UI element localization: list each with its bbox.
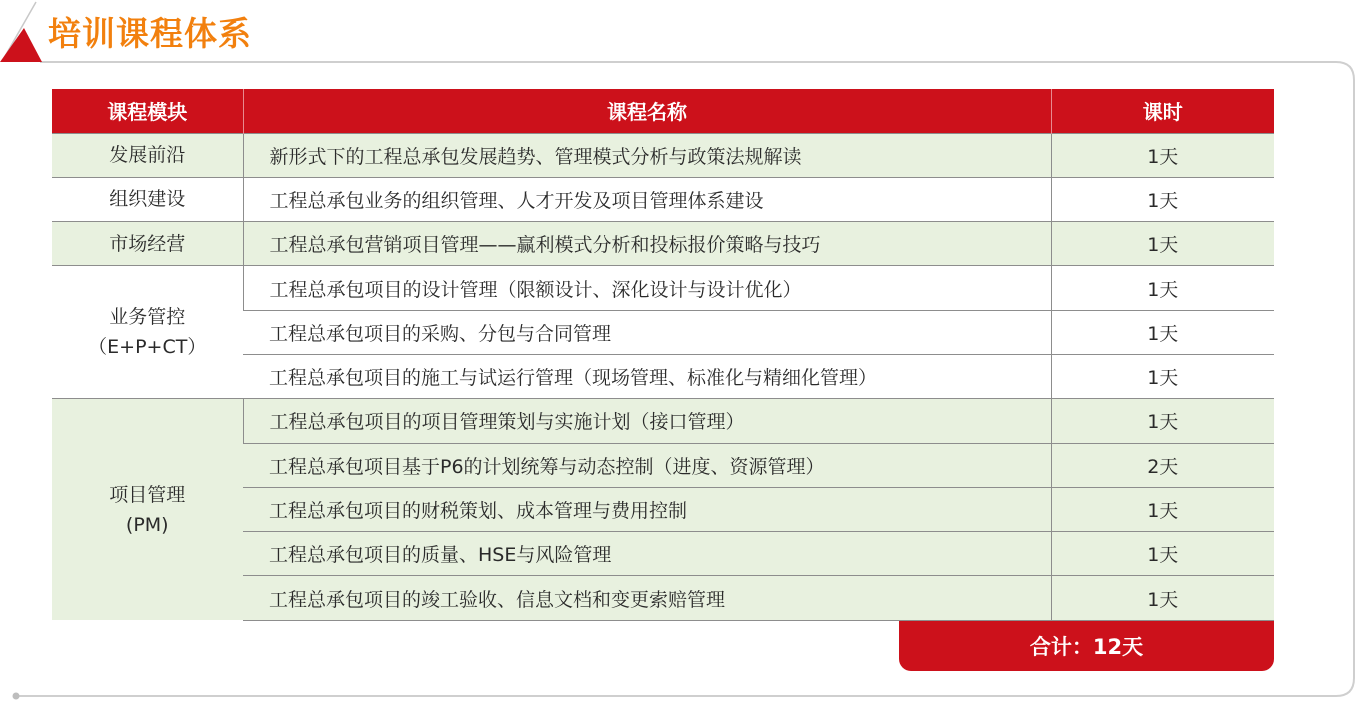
- total-hours-badge: 合计：12天: [899, 621, 1274, 671]
- course-cell: 工程总承包项目的竣工验收、信息文档和变更索赔管理: [243, 576, 1051, 620]
- course-cell: 新形式下的工程总承包发展趋势、管理模式分析与政策法规解读: [243, 133, 1051, 177]
- module-cell: 发展前沿: [52, 133, 243, 177]
- hours-cell: 1天: [1051, 399, 1274, 443]
- hours-cell: 1天: [1051, 576, 1274, 620]
- hours-cell: 2天: [1051, 443, 1274, 487]
- table-row: [52, 399, 1274, 443]
- hours-cell: 1天: [1051, 133, 1274, 177]
- hours-cell: 1天: [1051, 266, 1274, 310]
- module-cell: [52, 266, 243, 399]
- module-cell: [52, 399, 243, 620]
- header-course: 课程名称: [243, 89, 1051, 133]
- header-hours: 课时: [1051, 89, 1274, 133]
- course-cell: 工程总承包项目的项目管理策划与实施计划（接口管理）: [243, 399, 1051, 443]
- course-cell: 工程总承包项目基于P6的计划统筹与动态控制（进度、资源管理）: [243, 443, 1051, 487]
- hours-cell: 1天: [1051, 354, 1274, 398]
- course-cell: 工程总承包项目的财税策划、成本管理与费用控制: [243, 487, 1051, 531]
- header-triangle-icon: [0, 0, 46, 62]
- hours-cell: 1天: [1051, 177, 1274, 221]
- table-row: [52, 266, 1274, 310]
- course-cell: 工程总承包项目的设计管理（限额设计、深化设计与设计优化）: [243, 266, 1051, 310]
- table-row: [52, 133, 1274, 177]
- hours-cell: 1天: [1051, 487, 1274, 531]
- hours-cell: 1天: [1051, 310, 1274, 354]
- table-row: [52, 222, 1274, 266]
- course-table: [52, 89, 1274, 621]
- course-cell: 工程总承包项目的质量、HSE与风险管理: [243, 532, 1051, 576]
- course-cell: 工程总承包项目的采购、分包与合同管理: [243, 310, 1051, 354]
- module-cell: 市场经营: [52, 222, 243, 266]
- table-header-row: [52, 89, 1274, 133]
- hours-cell: 1天: [1051, 532, 1274, 576]
- table-row: [52, 177, 1274, 221]
- course-cell: 工程总承包业务的组织管理、人才开发及项目管理体系建设: [243, 177, 1051, 221]
- module-label-line2: (PM): [125, 513, 169, 536]
- course-cell: 工程总承包营销项目管理——赢利模式分析和投标报价策略与技巧: [243, 222, 1051, 266]
- header-module: 课程模块: [52, 89, 243, 133]
- page-title: 培训课程体系: [48, 14, 252, 53]
- module-cell: 组织建设: [52, 177, 243, 221]
- module-label-line2: （E+P+CT）: [88, 336, 207, 359]
- hours-cell: 1天: [1051, 222, 1274, 266]
- course-cell: 工程总承包项目的施工与试运行管理（现场管理、标准化与精细化管理）: [243, 354, 1051, 398]
- module-label-line1: 项目管理: [109, 483, 186, 506]
- module-label-line1: 业务管控: [109, 306, 186, 329]
